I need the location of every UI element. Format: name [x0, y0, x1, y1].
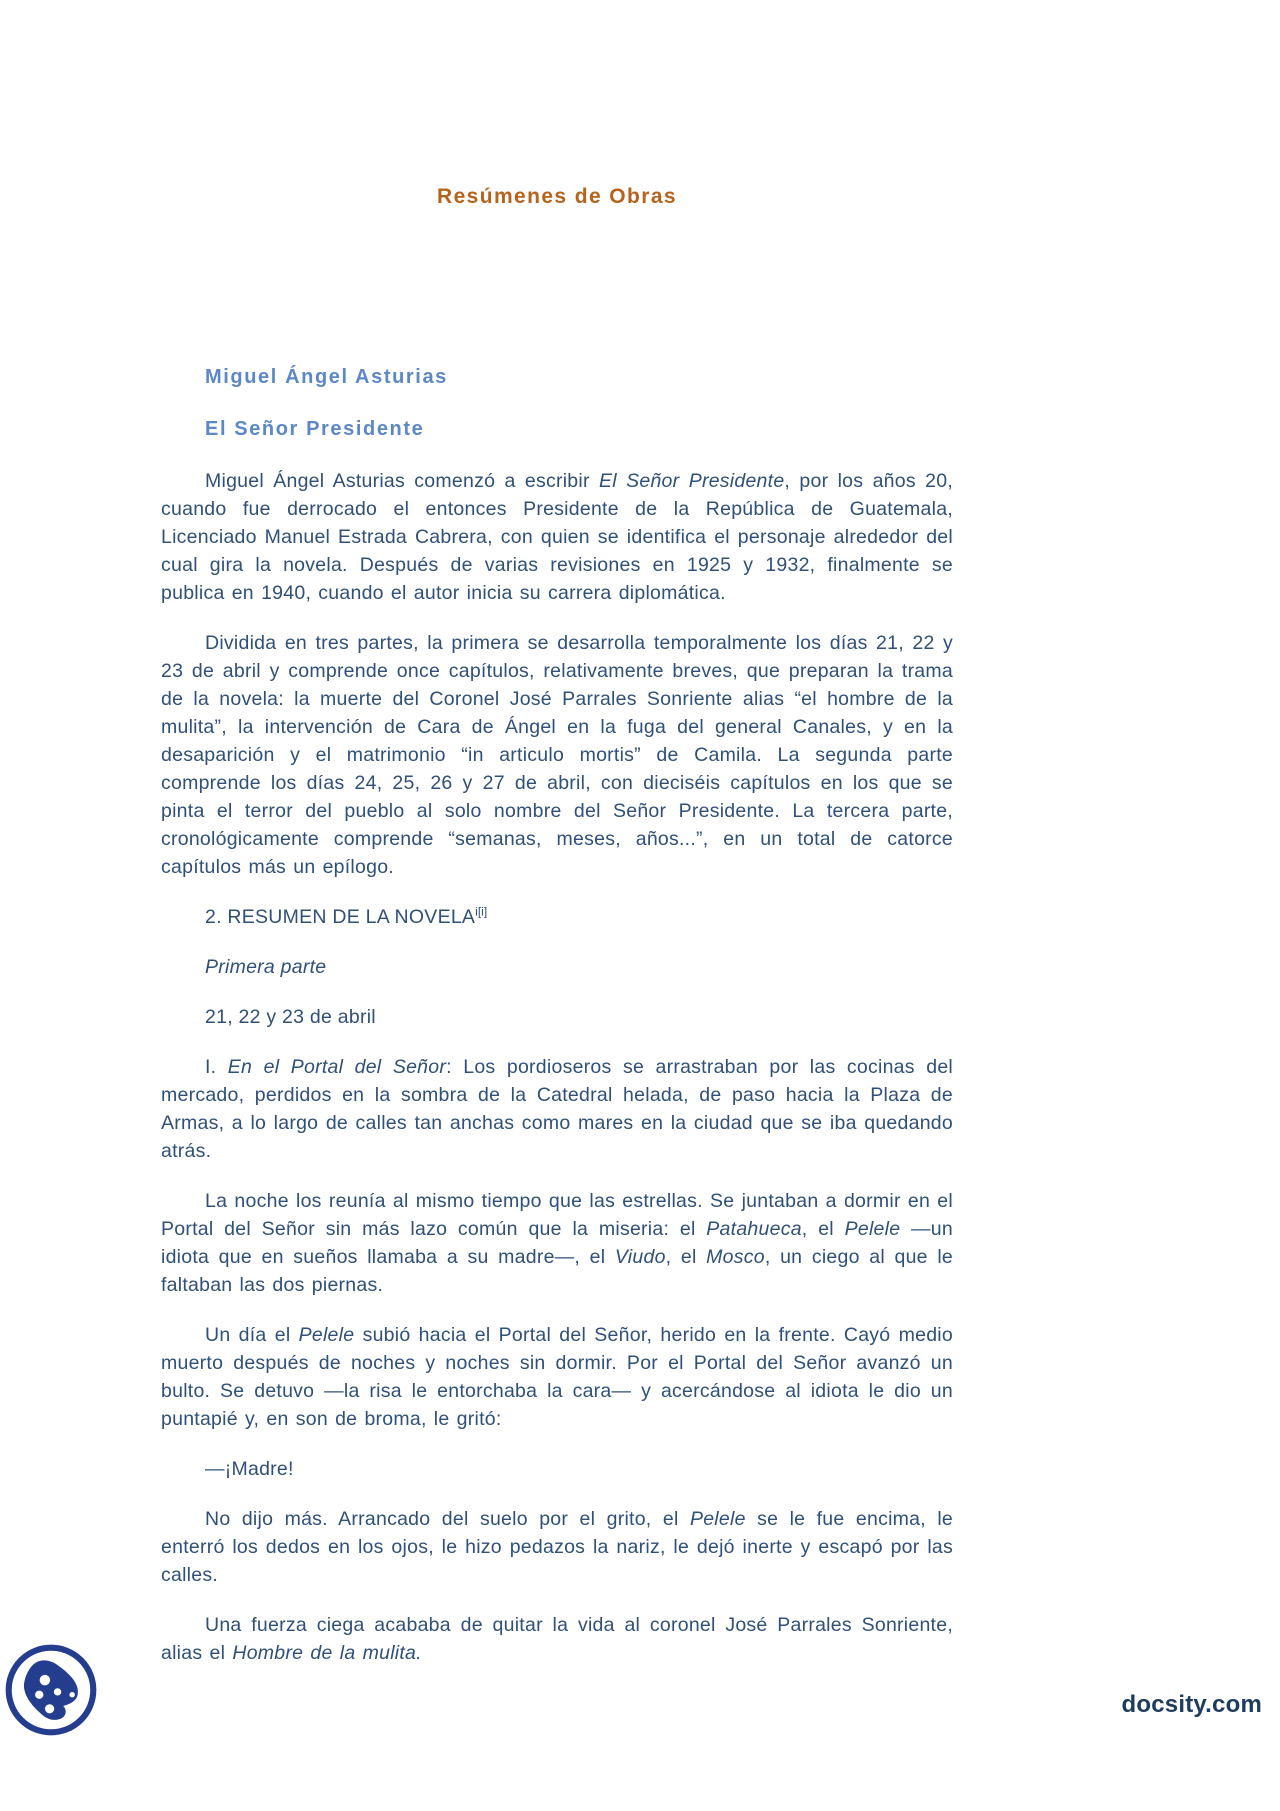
text-run: Un día el: [205, 1324, 299, 1346]
text-run: , el: [801, 1218, 845, 1240]
paragraph-chapter-1: [161, 1053, 953, 1165]
text-run: Mosco: [706, 1246, 765, 1268]
text-run: , un ciego al que le faltaban las dos piernas.: [161, 1246, 954, 1296]
paragraph-intro: [161, 467, 953, 607]
text-run: , el: [665, 1246, 707, 1268]
text-run: subió hacia el Portal del Señor, herido en la frente. Cayó medio muerto después de noches y noches sin dormir. Por el Portal del Señor avanzó un bulto. Se detuvo —la risa le entorchaba la cara— y acercándose al idiota le dio un puntapié y, en son de broma, le gritó:: [161, 1324, 953, 1430]
text-run: Pelele: [298, 1324, 355, 1346]
paragraph-attack: [161, 1505, 953, 1589]
text-run: Pelele: [844, 1218, 901, 1240]
document-body: [161, 365, 953, 1667]
text-run: —un idiota que en sueños llamaba a su madre—, el: [161, 1218, 954, 1268]
text-run: —¡Madre!: [205, 1458, 294, 1480]
text-run: Miguel Ángel Asturias: [205, 366, 448, 388]
document-content: [161, 185, 953, 1689]
text-run: I.: [205, 1056, 228, 1078]
text-run: Miguel Ángel Asturias comenzó a escribir: [205, 470, 599, 492]
document-title: Resúmenes de Obras: [437, 185, 677, 208]
work-heading: [161, 417, 953, 441]
text-run: No dijo más. Arrancado del suelo por el grito, el: [205, 1508, 690, 1530]
text-run: La noche los reunía al mismo tiempo que las estrellas. Se juntaban a dormir en el Portal del Señor sin más lazo común que la miseria: el: [161, 1190, 953, 1240]
dates-line: [161, 1003, 953, 1031]
text-run: Dividida en tres partes, la primera se desarrolla temporalmente los días 21, 22 y 23 de abril y comprende once capítulos, relativamente breves, que preparan la trama de la novela: la muerte del Coronel José Parrales Sonriente alias “el hombre de la mulita”, la intervención de Cara de Ángel en la fuga del general Canales, y en la desaparición y el matrimonio “in articulo mortis” de Camila. La segunda parte comprende los días 24, 25, 26 y 27 de abril, con dieciséis capítulos en los que se pinta el terror del pueblo al solo nombre del Señor Presidente. La tercera parte, cronológicamente comprende “semanas, meses, años...”, en un total de catorce capítulos más un epílogo.: [161, 632, 953, 878]
text-run: Patahueca: [706, 1218, 802, 1240]
dialogue-line: [161, 1455, 953, 1483]
paragraph-structure: [161, 629, 953, 881]
docsity-brand-text: docsity.com: [1121, 1691, 1262, 1718]
paragraph-night: [161, 1187, 953, 1299]
text-run: El Señor Presidente: [598, 470, 785, 492]
part-heading: [161, 953, 953, 981]
text-run: Primera parte: [205, 956, 327, 978]
text-run: 21, 22 y 23 de abril: [205, 1006, 376, 1028]
text-run: Hombre de la mulita.: [232, 1642, 422, 1664]
text-run: : Los pordioseros se arrastraban por las cocinas del mercado, perdidos en la sombra de la Catedral helada, de paso hacia la Plaza de Armas, a lo largo de calles tan anchas como mares en la ciudad que se iba quedando atrás.: [161, 1056, 953, 1162]
text-run: En el Portal del Señor: [227, 1056, 447, 1078]
docsity-logo-icon: [4, 1643, 98, 1737]
paragraph-pelele: [161, 1321, 953, 1433]
text-run: 2. RESUMEN DE LA NOVELA: [205, 906, 476, 928]
paragraph-coronel: [161, 1611, 953, 1667]
text-run: , por los años 20, cuando fue derrocado el entonces Presidente de la República de Guatemala, Licenciado Manuel Estrada Cabrera, con quien se identifica el personaje alrededor del cual gira la novela. Después de varias revisiones en 1925 y 1932, finalmente se publica en 1940, cuando el autor inicia su carrera diplomática.: [161, 470, 954, 604]
author-heading: [161, 365, 953, 389]
text-run: Una fuerza ciega acababa de quitar la vida al coronel José Parrales Sonriente, alias el: [161, 1614, 953, 1664]
text-run: se le fue encima, le enterró los dedos en los ojos, le hizo pedazos la nariz, le dejó inerte y escapó por las calles.: [161, 1508, 953, 1586]
section-heading: [161, 903, 953, 931]
text-run: Pelele: [689, 1508, 746, 1530]
text-run: El Señor Presidente: [205, 418, 425, 440]
footnote-ref: i[i]: [475, 904, 488, 919]
text-run: Viudo: [614, 1246, 666, 1268]
